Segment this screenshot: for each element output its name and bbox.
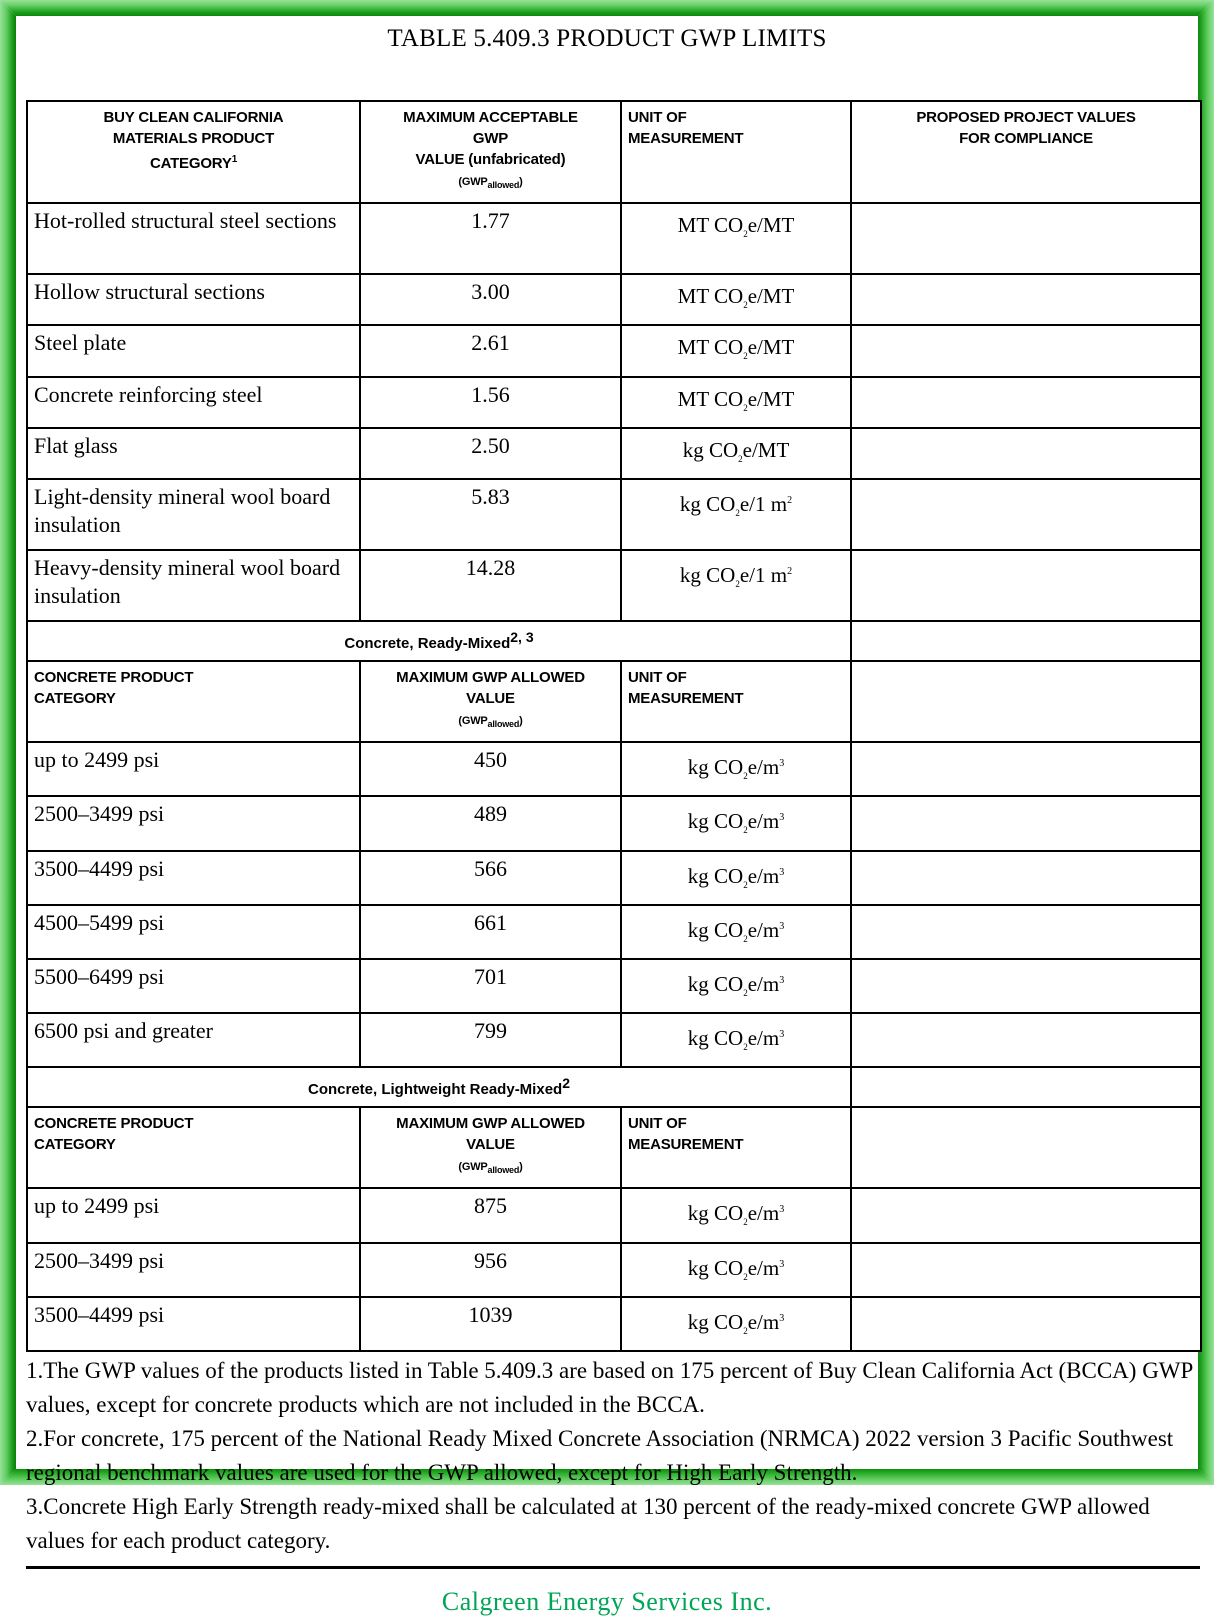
cell-unit-of-measurement: kg $CO_2e/m^3$ (621, 851, 851, 905)
table-row (27, 905, 1201, 959)
header-gwp-allowed-note: $(GWP_{allowed})$ (458, 1161, 523, 1176)
unit-subscript: 2 (735, 579, 740, 590)
page-title: TABLE 5.409.3 PRODUCT GWP LIMITS (387, 25, 827, 52)
cell-proposed-project-value[interactable] (851, 479, 1201, 550)
unit-subscript: 2 (743, 1326, 748, 1336)
table-row (27, 325, 1201, 376)
cell-gwp-value: 1.77 (360, 203, 621, 274)
unit-superscript: 3 (779, 812, 785, 824)
unit-superscript: 3 (779, 920, 785, 932)
section-header-row (27, 661, 1201, 742)
unit-subscript: 2 (738, 453, 743, 464)
cell-product-category: 6500 psi and greater (27, 1013, 360, 1067)
unit-superscript: 3 (779, 758, 785, 770)
main-header-row (27, 101, 1201, 203)
cell-unit-of-measurement: MT $CO_2e/MT$ (621, 377, 851, 428)
cell-proposed-project-value[interactable] (851, 1297, 1201, 1351)
cell-unit-of-measurement: kg $CO_2e/m^3$ (621, 959, 851, 1013)
unit-subscript: 2 (743, 825, 748, 836)
header-unit-of-measurement: UNIT OF MEASUREMENT (621, 661, 851, 742)
cell-proposed-project-value[interactable] (851, 1013, 1201, 1067)
page-content (16, 16, 1198, 1616)
cell-product-category: up to 2499 psi (27, 742, 360, 796)
unit-subscript: 2 (743, 1042, 748, 1053)
cell-gwp-value: 3.00 (360, 274, 621, 325)
cell-proposed-project-value[interactable] (851, 1188, 1201, 1242)
cell-gwp-value: 701 (360, 959, 621, 1013)
cell-product-category: Steel plate (27, 325, 360, 376)
unit-subscript: 2 (743, 300, 748, 311)
unit-superscript: 3 (779, 974, 785, 986)
cell-product-category: Hollow structural sections (27, 274, 360, 325)
section-header-row (27, 1107, 1201, 1188)
header-concrete-product-category: CONCRETE PRODUCT CATEGORY (27, 1107, 360, 1188)
table-row (27, 1297, 1201, 1351)
footnote-marker-1: 1 (231, 154, 238, 165)
unit-subscript: 2 (743, 402, 748, 413)
cell-product-category: 3500–4499 psi (27, 1297, 360, 1351)
cell-gwp-value: 799 (360, 1013, 621, 1067)
unit-superscript: 3 (779, 1258, 785, 1270)
frame-border-top (0, 0, 1214, 16)
section-title-spacer (851, 621, 1201, 661)
cell-unit-of-measurement: kg $CO_2e/1$ $m^2$ (621, 479, 851, 550)
unit-subscript: 2 (743, 351, 748, 362)
cell-unit-of-measurement: MT $CO_2e/MT$ (621, 203, 851, 274)
header-maximum-gwp-allowed-value: MAXIMUM GWP ALLOWED VALUE $(GWP_{allowed})$ (360, 1107, 621, 1188)
cell-unit-of-measurement: kg $CO_2e/1$ $m^2$ (621, 550, 851, 621)
cell-unit-of-measurement: kg $CO_2e/m^3$ (621, 796, 851, 850)
unit-subscript: 2 (743, 988, 748, 999)
cell-proposed-project-value[interactable] (851, 325, 1201, 376)
footnote-1: 1.The GWP values of the products listed in Table 5.409.3 are based on 175 percent of Buy Clean California Act (BCCA) GWP values, except for concrete products which are not included in the BCCA. (26, 1358, 1193, 1417)
cell-gwp-value: 1039 (360, 1297, 621, 1351)
table-row (27, 1013, 1201, 1067)
cell-gwp-value: 2.50 (360, 428, 621, 479)
header-concrete-product-category: CONCRETE PRODUCT CATEGORY (27, 661, 360, 742)
header-maximum-gwp-value: MAXIMUM ACCEPTABLE GWP VALUE (unfabricated) $(GWP_{allowed})$ (360, 101, 621, 203)
cell-unit-of-measurement: kg $CO_2e/m^3$ (621, 1243, 851, 1297)
footnote-marker: 2, 3 (510, 628, 534, 645)
header-proposed-spacer (851, 1107, 1201, 1188)
gwp-table-body (27, 101, 1201, 1351)
unit-superscript: 3 (779, 1204, 785, 1216)
cell-unit-of-measurement: kg $CO_2e/m^3$ (621, 742, 851, 796)
table-row (27, 742, 1201, 796)
cell-gwp-value: 661 (360, 905, 621, 959)
unit-superscript: 3 (779, 866, 785, 878)
cell-unit-of-measurement: kg $CO_2e/m^3$ (621, 1297, 851, 1351)
unit-subscript: 2 (735, 508, 740, 519)
cell-gwp-value: 956 (360, 1243, 621, 1297)
cell-proposed-project-value[interactable] (851, 377, 1201, 428)
table-row (27, 959, 1201, 1013)
cell-gwp-value: 14.28 (360, 550, 621, 621)
section-title-row (27, 621, 1201, 661)
footnote-3: 3.Concrete High Early Strength ready-mixed shall be calculated at 130 percent of the ready-mixed concrete GWP allowed values for each product category. (26, 1494, 1150, 1553)
cell-proposed-project-value[interactable] (851, 428, 1201, 479)
cell-unit-of-measurement: kg $CO_2e/m^3$ (621, 905, 851, 959)
cell-product-category: Light-density mineral wool board insulation (27, 479, 360, 550)
footnote-2: 2.For concrete, 175 percent of the National Ready Mixed Concrete Association (NRMCA) 2022 version 3 Pacific Southwest regional benchmark values are used for the GWP allowed, except for High Early Strength. (26, 1426, 1174, 1485)
cell-unit-of-measurement: kg $CO_2e/MT$ (621, 428, 851, 479)
unit-superscript: 2 (787, 494, 793, 506)
cell-proposed-project-value[interactable] (851, 851, 1201, 905)
cell-unit-of-measurement: MT $CO_2e/MT$ (621, 274, 851, 325)
table-row (27, 1243, 1201, 1297)
cell-unit-of-measurement: kg $CO_2e/m^3$ (621, 1013, 851, 1067)
header-proposed-spacer (851, 661, 1201, 742)
cell-gwp-value: 566 (360, 851, 621, 905)
cell-product-category: Flat glass (27, 428, 360, 479)
table-row (27, 203, 1201, 274)
section-title-spacer (851, 1067, 1201, 1107)
cell-gwp-value: 2.61 (360, 325, 621, 376)
footnote-marker: 2 (562, 1075, 570, 1092)
table-row (27, 550, 1201, 621)
section-title-lightweight-ready-mixed: Concrete, Lightweight Ready-Mixed2 (27, 1067, 851, 1107)
cell-product-category: 3500–4499 psi (27, 851, 360, 905)
cell-proposed-project-value[interactable] (851, 274, 1201, 325)
frame-border-left (0, 0, 16, 1485)
cell-gwp-value: 450 (360, 742, 621, 796)
cell-gwp-value: 1.56 (360, 377, 621, 428)
cell-product-category: up to 2499 psi (27, 1188, 360, 1242)
table-row (27, 1188, 1201, 1242)
cell-product-category: 2500–3499 psi (27, 1243, 360, 1297)
unit-subscript: 2 (743, 229, 748, 240)
unit-subscript: 2 (743, 879, 748, 890)
cell-unit-of-measurement: MT $CO_2e/MT$ (621, 325, 851, 376)
header-proposed-project-values: PROPOSED PROJECT VALUES FOR COMPLIANCE (851, 101, 1201, 203)
unit-subscript: 2 (743, 1271, 748, 1282)
table-row (27, 796, 1201, 850)
cell-product-category: Hot-rolled structural steel sections (27, 203, 360, 274)
header-unit-of-measurement: UNIT OF MEASUREMENT (621, 1107, 851, 1188)
cell-product-category: 5500–6499 psi (27, 959, 360, 1013)
cell-proposed-project-value[interactable] (851, 742, 1201, 796)
section-title-ready-mixed: Concrete, Ready-Mixed2, 3 (27, 621, 851, 661)
cell-unit-of-measurement: kg $CO_2e/m^3$ (621, 1188, 851, 1242)
unit-subscript: 2 (743, 933, 748, 944)
gwp-limits-table (26, 100, 1202, 1352)
header-maximum-gwp-allowed-value: MAXIMUM GWP ALLOWED VALUE $(GWP_{allowed})$ (360, 661, 621, 742)
unit-subscript: 2 (743, 1217, 748, 1228)
cell-proposed-project-value[interactable] (851, 959, 1201, 1013)
header-gwp-allowed-note: $(GWP_{allowed})$ (458, 714, 523, 730)
table-row (27, 851, 1201, 905)
header-unit-of-measurement: UNIT OF MEASUREMENT (621, 101, 851, 203)
cell-proposed-project-value[interactable] (851, 796, 1201, 850)
table-row (27, 377, 1201, 428)
cell-gwp-value: 5.83 (360, 479, 621, 550)
cell-gwp-value: 489 (360, 796, 621, 850)
cell-proposed-project-value[interactable] (851, 550, 1201, 621)
header-gwp-allowed-note: $(GWP_{allowed})$ (458, 176, 523, 191)
footnotes-block (26, 1352, 1200, 1558)
table-row (27, 274, 1201, 325)
unit-subscript: 2 (743, 771, 748, 782)
cell-proposed-project-value[interactable] (851, 203, 1201, 274)
cell-proposed-project-value[interactable] (851, 1243, 1201, 1297)
cell-product-category: Concrete reinforcing steel (27, 377, 360, 428)
cell-product-category: 2500–3499 psi (27, 796, 360, 850)
cell-gwp-value: 875 (360, 1188, 621, 1242)
company-footer: Calgreen Energy Services Inc. (441, 1587, 773, 1616)
table-row (27, 428, 1201, 479)
table-row (27, 479, 1201, 550)
cell-proposed-project-value[interactable] (851, 905, 1201, 959)
unit-superscript: 3 (779, 1029, 785, 1041)
cell-product-category: Heavy-density mineral wool board insulation (27, 550, 360, 621)
section-title-row (27, 1067, 1201, 1107)
unit-superscript: 2 (787, 565, 793, 577)
cell-product-category: 4500–5499 psi (27, 905, 360, 959)
header-product-category: BUY CLEAN CALIFORNIA MATERIALS PRODUCT CATEGORY$^1$ (27, 101, 360, 203)
unit-superscript: 3 (779, 1312, 785, 1324)
